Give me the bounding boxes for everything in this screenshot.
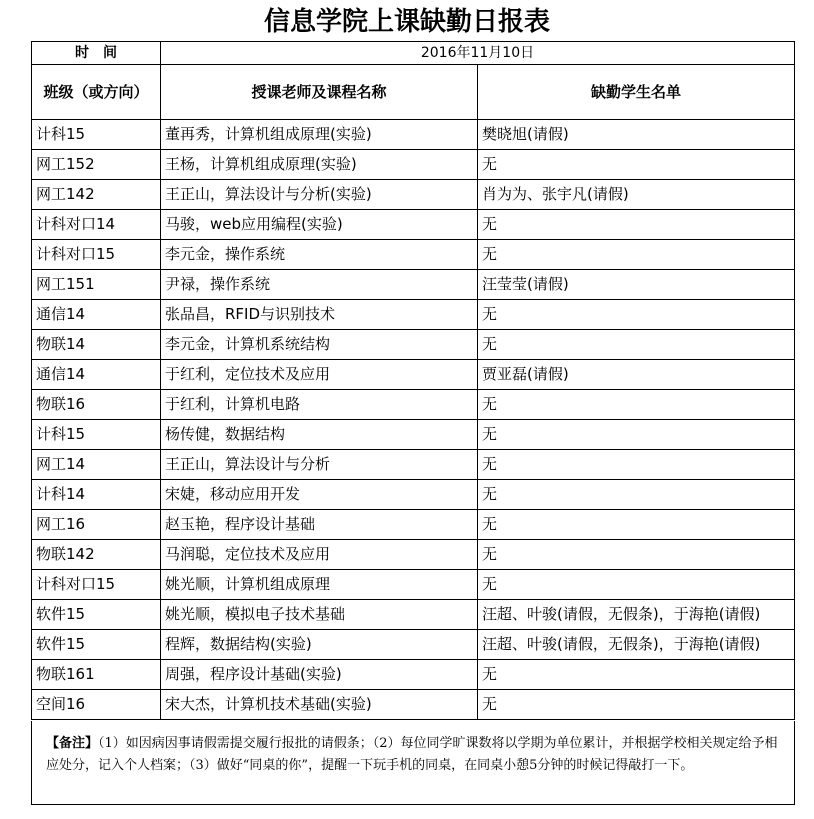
course-cell: 姚光顺，模拟电子技术基础	[161, 600, 478, 630]
absent-cell: 无	[478, 480, 795, 510]
table-row	[32, 210, 795, 240]
table-row	[32, 510, 795, 540]
table-row	[32, 330, 795, 360]
header-absent: 缺勤学生名单	[478, 65, 795, 120]
absent-cell: 樊晓旭(请假)	[478, 120, 795, 150]
absent-cell: 无	[478, 210, 795, 240]
table-row	[32, 120, 795, 150]
table-row	[32, 600, 795, 630]
absent-cell: 无	[478, 390, 795, 420]
class-cell: 计科对口15	[32, 570, 161, 600]
class-cell: 计科14	[32, 480, 161, 510]
table-row	[32, 630, 795, 660]
course-cell: 于红利，定位技术及应用	[161, 360, 478, 390]
class-cell: 物联142	[32, 540, 161, 570]
absent-cell: 无	[478, 660, 795, 690]
table-row	[32, 360, 795, 390]
class-cell: 计科15	[32, 420, 161, 450]
table-row	[32, 450, 795, 480]
absent-cell: 汪超、叶骏(请假，无假条)，于海艳(请假)	[478, 600, 795, 630]
class-cell: 网工14	[32, 450, 161, 480]
course-cell: 马润聪，定位技术及应用	[161, 540, 478, 570]
class-cell: 空间16	[32, 690, 161, 720]
report-title: 信息学院上课缺勤日报表	[263, 7, 550, 37]
class-cell: 物联16	[32, 390, 161, 420]
time-label: 时 间	[32, 42, 161, 65]
course-cell: 王正山，算法设计与分析(实验)	[161, 180, 478, 210]
course-cell: 李元金，操作系统	[161, 240, 478, 270]
class-cell: 网工16	[32, 510, 161, 540]
table-row	[32, 480, 795, 510]
course-cell: 程辉，数据结构(实验)	[161, 630, 478, 660]
course-cell: 宋婕，移动应用开发	[161, 480, 478, 510]
header-row	[32, 65, 795, 120]
class-cell: 通信14	[32, 360, 161, 390]
class-cell: 物联14	[32, 330, 161, 360]
table-row	[32, 150, 795, 180]
table-row	[32, 240, 795, 270]
table-row	[32, 270, 795, 300]
remarks-text: （1）如因病因事请假需提交履行报批的请假条；（2）每位同学旷课数将以学期为单位累计，并根据学校相关规定给予相应处分，记入个人档案；（3）做好“同桌的你”，提醒一下玩手机的同桌，在同桌小憩5分钟的时候记得敲打一下。	[46, 736, 778, 773]
class-cell: 软件15	[32, 630, 161, 660]
absent-cell: 无	[478, 330, 795, 360]
course-cell: 杨传健，数据结构	[161, 420, 478, 450]
course-cell: 董再秀，计算机组成原理(实验)	[161, 120, 478, 150]
table-row	[32, 180, 795, 210]
table-row	[32, 570, 795, 600]
class-cell: 通信14	[32, 300, 161, 330]
table-row	[32, 540, 795, 570]
class-cell: 网工142	[32, 180, 161, 210]
class-cell: 网工151	[32, 270, 161, 300]
absent-cell: 无	[478, 450, 795, 480]
absent-cell: 无	[478, 510, 795, 540]
table-row	[32, 300, 795, 330]
course-cell: 周强，程序设计基础(实验)	[161, 660, 478, 690]
class-cell: 软件15	[32, 600, 161, 630]
absent-cell: 无	[478, 690, 795, 720]
table-row	[32, 660, 795, 690]
absent-cell: 汪超、叶骏(请假，无假条)，于海艳(请假)	[478, 630, 795, 660]
course-cell: 赵玉艳，程序设计基础	[161, 510, 478, 540]
remarks-label: 【备注】	[46, 736, 99, 751]
absent-cell: 肖为为、张宇凡(请假)	[478, 180, 795, 210]
time-row	[32, 42, 795, 65]
class-cell: 物联161	[32, 660, 161, 690]
header-teacher-course: 授课老师及课程名称	[161, 65, 478, 120]
course-cell: 王杨，计算机组成原理(实验)	[161, 150, 478, 180]
remarks	[31, 721, 795, 805]
course-cell: 姚光顺，计算机组成原理	[161, 570, 478, 600]
attendance-table	[31, 41, 795, 720]
absent-cell: 汪莹莹(请假)	[478, 270, 795, 300]
absent-cell: 贾亚磊(请假)	[478, 360, 795, 390]
class-cell: 计科对口14	[32, 210, 161, 240]
class-cell: 计科15	[32, 120, 161, 150]
header-class: 班级（或方向）	[32, 65, 161, 120]
absent-cell: 无	[478, 420, 795, 450]
class-cell: 网工152	[32, 150, 161, 180]
course-cell: 马骏，web应用编程(实验)	[161, 210, 478, 240]
course-cell: 张品昌，RFID与识别技术	[161, 300, 478, 330]
course-cell: 宋大杰，计算机技术基础(实验)	[161, 690, 478, 720]
course-cell: 尹禄，操作系统	[161, 270, 478, 300]
absent-cell: 无	[478, 240, 795, 270]
report-date: 2016年11月10日	[161, 42, 795, 65]
table-row	[32, 390, 795, 420]
absent-cell: 无	[478, 150, 795, 180]
absent-cell: 无	[478, 570, 795, 600]
class-cell: 计科对口15	[32, 240, 161, 270]
course-cell: 李元金，计算机系统结构	[161, 330, 478, 360]
absent-cell: 无	[478, 300, 795, 330]
course-cell: 于红利，计算机电路	[161, 390, 478, 420]
table-row	[32, 420, 795, 450]
course-cell: 王正山，算法设计与分析	[161, 450, 478, 480]
table-row	[32, 690, 795, 720]
absent-cell: 无	[478, 540, 795, 570]
